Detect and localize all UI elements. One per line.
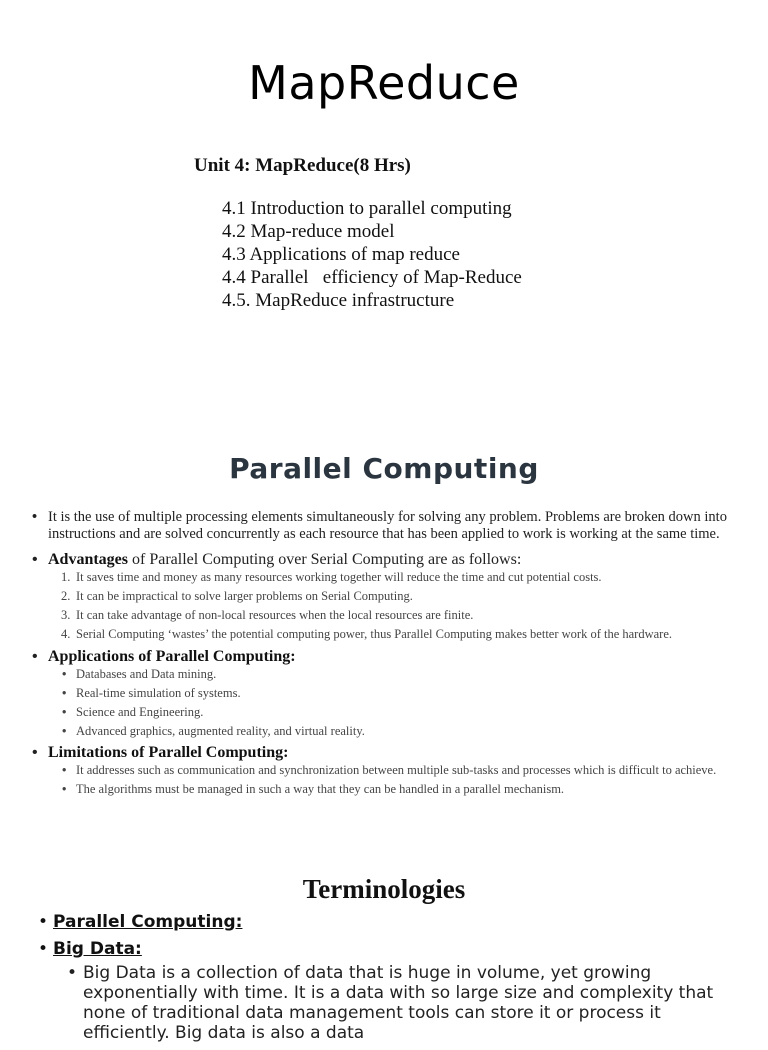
slide-title-parallel-computing: Parallel Computing — [229, 452, 539, 485]
application-item: • Advanced graphics, augmented reality, and virtual reality. — [76, 724, 750, 739]
topic-item: 4.2 Map-reduce model — [222, 221, 395, 242]
advantage-item: 2. It can be impractical to solve larger problems on Serial Computing. — [61, 589, 413, 603]
topic-item: 4.5. MapReduce infrastructure — [222, 290, 455, 311]
application-item: • Science and Engineering. — [76, 705, 750, 720]
advantage-text: It can take advantage of non-local resources when the local resources are finite. — [76, 608, 474, 622]
advantages-item — [30, 550, 750, 642]
limitations-item — [30, 743, 750, 797]
term-big-data: Big Data: — [53, 939, 142, 959]
limitations-heading: Limitations of Parallel Computing: — [48, 744, 289, 761]
intro-text: It is the use of multiple processing elements simultaneously for solving any problem. Problems are broken down into instructions and are solved concurrently as each resource that has been applied to work is working at the same time. — [48, 509, 727, 542]
big-data-definition: • Big Data is a collection of data that is huge in volume, yet growing exponentially with time. It is a data with so large size and complexity that none of traditional data management tools can store it or process it efficiently. Big data is also a data — [83, 963, 738, 1043]
topic-list — [222, 197, 522, 312]
advantage-item: 1. It saves time and money as many resources working together will reduce the time and cut potential costs. — [61, 570, 602, 584]
applications-heading: Applications of Parallel Computing: — [48, 647, 296, 665]
parallel-computing-list — [30, 509, 750, 802]
advantage-text: It can be impractical to solve larger problems on Serial Computing. — [76, 589, 413, 603]
applications-item — [30, 647, 750, 739]
term-item — [38, 912, 738, 932]
term-item — [38, 939, 738, 1043]
application-item: • Databases and Data mining. — [76, 667, 750, 682]
advantage-text: It saves time and money as many resources working together will reduce the time and cut potential costs. — [76, 570, 602, 584]
limitation-item: • The algorithms must be managed in such a way that they can be handled in a parallel mechanism. — [76, 782, 750, 797]
application-item: • Real-time simulation of systems. — [76, 686, 750, 701]
limitations-list — [48, 763, 750, 797]
limitation-item: • It addresses such as communication and synchronization between multiple sub-tasks and processes which is difficult to achieve. — [76, 763, 750, 778]
big-data-definition-list — [53, 963, 738, 1043]
advantages-label: Advantages — [48, 551, 129, 568]
slide-title-terminologies: Terminologies — [302, 874, 466, 904]
intro-item — [30, 509, 750, 542]
advantage-item: 3. It can take advantage of non-local resources when the local resources are finite. — [61, 608, 474, 622]
advantage-text: Serial Computing ‘wastes’ the potential computing power, thus Parallel Computing makes better work of the hardware. — [76, 627, 673, 641]
topic-item: 4.3 Applications of map reduce — [222, 244, 460, 265]
topic-item: 4.1 Introduction to parallel computing — [222, 198, 512, 219]
unit-heading: Unit 4: MapReduce(8 Hrs) — [194, 155, 411, 176]
applications-list — [48, 667, 750, 739]
advantage-item: 4. Serial Computing ‘wastes’ the potential computing power, thus Parallel Computing makes better work of the hardware. — [61, 627, 673, 641]
slide-title-mapreduce: MapReduce — [248, 56, 520, 110]
advantages-list — [48, 570, 750, 642]
advantages-text: of Parallel Computing over Serial Computing are as follows: — [128, 551, 522, 568]
topic-item: 4.4 Parallel efficiency of Map-Reduce — [222, 267, 522, 288]
terminology-list — [38, 912, 738, 1050]
term-parallel-computing: Parallel Computing: — [53, 912, 243, 932]
